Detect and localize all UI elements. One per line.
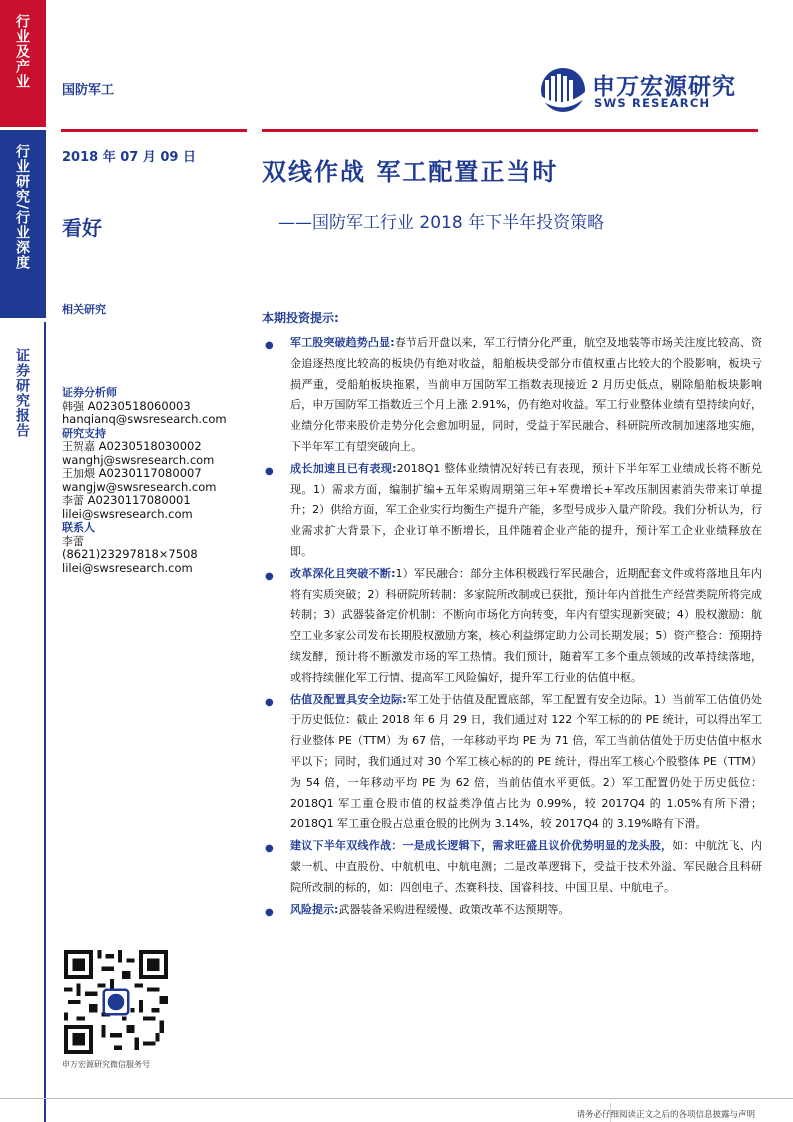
analyst-entry [62, 467, 252, 481]
header-rule [262, 129, 758, 132]
qr-code-label: 申万宏源研究微信服务号 [62, 1060, 150, 1069]
sidebar-divider [44, 322, 46, 1122]
rating: 看好 [62, 216, 102, 240]
summary-bullet [262, 836, 762, 898]
summary-bullets [262, 333, 762, 921]
analyst-name: 韩强 [62, 399, 84, 413]
footer-rule [0, 1098, 793, 1099]
bullet-text: 军工处于估值及配置底部，军工配置有安全边际。1）当前军工估值仍处于历史低位：截止 2018 年 6 月 29 日，我们通过对 122 个军工标的的 PE 统计，可以得出军工行业整体 PE（TTM）为 67 倍，一年移动平均 PE 为 71 倍，军工当前估值处于历史估值中枢水平以下；同时，我们通过对 30 个军工核心标的的 PE 统计，得出军工核心个股整体 PE（TTM）为 54 倍，一年移动平均 PE 为 62 倍，当前估值水平更低。2）军工配置仍处于历史低位：2018Q1 军工重仓股市值的权益类净值占比为 0.99%，较 2017Q4 的 1.05%有所下滑；2018Q1 军工重仓股占总重仓股的比例为 3.14%，较 2017Q4 的 3.19%略有下滑。 [290, 692, 762, 831]
sws-logo-icon [537, 66, 589, 114]
bullet-heading: 军工股突破趋势凸显: [290, 336, 395, 349]
bullet-heading: 改革深化且突破不断: [290, 566, 396, 580]
analyst-entry [62, 440, 252, 454]
analyst-role: 证券分析师 [62, 386, 117, 399]
bullet-text: 春节后开盘以来，军工行情分化严重，航空及地装等市场关注度比较高、资金追逐热度比较高的板块仍有绝对收益，船舶板块受部分市值权重占比较大的个股影响，板块亏损严重，受船舶板块拖累，当前申万国防军工指数表现接近 2 月历史低点，剔除船舶板块影响后，申万国防军工指数近三个月上涨 2.91%，仍有绝对收益。军工行业整体业绩有望持续向好，业绩分化带来股价走势分化会愈加明显，同时，受益于军民融合、科研院所改制加速落地实施，下半年军工有望突破向上。 [290, 336, 763, 453]
analyst-email[interactable]: wangjw@swsresearch.com [62, 479, 217, 494]
report-date: 2018 年 07 月 09 日 [62, 150, 196, 165]
report-title: 双线作战 军工配置正当时 [262, 158, 559, 186]
sidebar-section-label: 行业研究/行业深度 [14, 144, 30, 271]
bullet-dot-icon: ● [265, 906, 274, 918]
analyst-name: 李蕾 [62, 494, 84, 507]
bullet-dot-icon: ● [265, 696, 274, 708]
analyst-id: A0230518060003 [87, 398, 191, 413]
analyst-email[interactable]: hanqianq@swsresearch.com [62, 412, 227, 426]
analyst-role: 研究支持 [62, 426, 106, 440]
bullet-heading: 成长加速且已有表现: [290, 461, 397, 475]
bullet-text: 如：中航沈飞、内蒙一机、中直股份、中航机电、中航电测；二是改革逻辑下，受益于技术外溢、军民融合且科研院所改制的标的，如：四创电子、杰赛科技、国睿科技、中国卫星、中航电子。 [290, 839, 763, 894]
bullet-heading: 风险提示: [290, 902, 339, 916]
analyst-role: 联系人 [62, 521, 95, 534]
footer-disclaimer: 请务必仔细阅读正文之后的各项信息披露与声明 [576, 1110, 755, 1120]
sidebar-divider [44, 130, 46, 318]
analyst-id: A0230117080007 [98, 466, 202, 480]
summary-heading: 本期投资提示: [262, 311, 339, 325]
bullet-heading: 估值及配置具安全边际: [290, 692, 407, 706]
analyst-entry [62, 400, 252, 414]
industry-label: 国防军工 [62, 83, 115, 98]
sidebar-section-research [0, 130, 44, 318]
analyst-id: A0230117080001 [87, 493, 191, 507]
bullet-text: 2018Q1 整体业绩情况好转已有表现，预计下半年军工业绩成长将不断兑现。1）需求方面，编制扩编+五年采购周期第三年+军费增长+军改压制因素消失带来订单提升；2）供给方面，军工企业实行均衡生产提升产能，多型号成步入量产阶段。我们分析认为，行业需求扩大背景下，企业订单不断增长，且伴随着企业产能的提升，预计军工企业业绩释放在即。 [290, 461, 762, 558]
analyst-name: 李蕾 [62, 534, 84, 548]
bullet-dot-icon: ● [265, 570, 274, 582]
sidebar-section-label: 行业及产业 [14, 14, 30, 89]
analyst-id: A0230518030002 [98, 439, 202, 453]
bullet-heading: 建议下半年双线作战：一是成长逻辑下，需求旺盛且议价优势明显的龙头股， [290, 839, 673, 853]
summary-bullet [262, 690, 762, 836]
analyst-entry [62, 494, 252, 508]
bullet-dot-icon: ● [265, 340, 274, 351]
sidebar-section-report [0, 322, 44, 1122]
sws-logo [537, 66, 752, 116]
analyst-name: 王贺嘉 [62, 440, 95, 453]
bullet-text: 武器装备采购进程缓慢、政策改革不达预期等。 [338, 902, 570, 916]
summary-bullet [262, 459, 762, 563]
header-rule [61, 129, 247, 132]
sidebar-section-label: 证券研究报告 [14, 348, 30, 438]
bullet-dot-icon: ● [265, 843, 274, 855]
bullet-dot-icon: ● [265, 465, 274, 477]
analyst-email[interactable]: lilei@swsresearch.com [62, 506, 193, 521]
contact-phone: (8621)23297818×7508 [62, 547, 198, 561]
report-subtitle: ——国防军工行业 2018 年下半年投资策略 [278, 213, 605, 233]
summary-bullet [262, 900, 762, 921]
analyst-name: 王加煨 [62, 467, 95, 480]
logo-text-cn: 申万宏源研究 [592, 74, 736, 100]
analyst-list [62, 386, 252, 575]
sidebar-divider [44, 0, 46, 127]
analyst-email[interactable]: lilei@swsresearch.com [62, 560, 193, 575]
bullet-text: 1）军民融合：部分主体积极践行军民融合，近期配套文件或将落地且年内将有实质突破；2）科研院所转制：多家院所改制或已获批，预计年内首批生产经营类院所将完成转制；3）武器装备定价机制：不断向市场化方向转变，年内有望实现新突破；4）股权激励：航空工业多家公司发布长期股权激励方案，核心利益绑定助力公司长期发展；5）资产整合：预期持续发酵，预计将不断激发市场的军工热情。我们预计，随着军工多个重点领域的改革持续落地，或将持续催化军工行情、提高军工风险偏好，提升军工行业的估值中枢。 [290, 566, 762, 684]
related-research-label: 相关研究 [62, 303, 106, 316]
logo-text-en: SWS RESEARCH [594, 96, 711, 110]
analyst-email[interactable]: wanghj@swsresearch.com [62, 452, 215, 467]
summary-bullet [262, 564, 762, 689]
sidebar-section-industry [0, 0, 44, 127]
wechat-qr-code-icon[interactable] [64, 950, 168, 1054]
summary-bullet [262, 333, 762, 458]
